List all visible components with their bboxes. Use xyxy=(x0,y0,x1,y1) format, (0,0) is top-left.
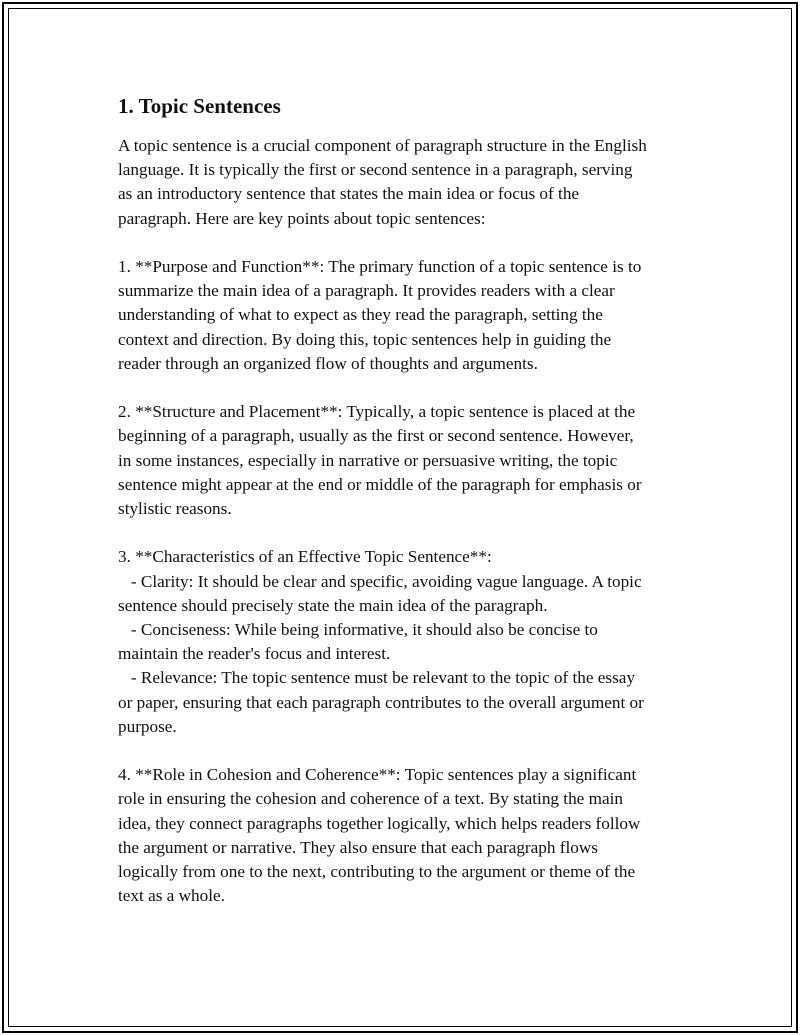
text-line: sentence should precisely state the main idea of the paragraph. xyxy=(118,595,548,615)
text-line: paragraph. Here are key points about topic sentences: xyxy=(118,208,486,228)
text-line: 1. **Purpose and Function**: The primary function of a topic sentence is to xyxy=(118,257,642,276)
text-line: or paper, ensuring that each paragraph contributes to the overall argument or xyxy=(118,692,644,712)
text-line: idea, they connect paragraphs together logically, which helps readers follow xyxy=(118,813,641,833)
text-line: text as a whole. xyxy=(118,886,225,906)
paragraph xyxy=(118,400,688,521)
text-line: beginning of a paragraph, usually as the first or second sentence. However, xyxy=(118,426,634,446)
text-line: - Conciseness: While being informative, it should also be concise to xyxy=(118,620,598,640)
text-line: sentence might appear at the end or middle of the paragraph for emphasis or xyxy=(118,474,642,494)
text-line: 2. **Structure and Placement**: Typically, a topic sentence is placed at the xyxy=(118,402,636,422)
text-line: 3. **Characteristics of an Effective Topic Sentence**: xyxy=(118,547,492,567)
paragraph xyxy=(118,255,688,376)
text-line: purpose. xyxy=(118,716,177,736)
text-line: in some instances, especially in narrative or persuasive writing, the topic xyxy=(118,450,618,470)
document-page xyxy=(118,92,688,933)
text-line: summarize the main idea of a paragraph. It provides readers with a clear xyxy=(118,281,615,301)
text-line: as an introductory sentence that states the main idea or focus of the xyxy=(118,184,580,204)
text-line: 4. **Role in Cohesion and Coherence**: Topic sentences play a significant xyxy=(118,765,637,785)
text-line: role in ensuring the cohesion and coherence of a text. By stating the main xyxy=(118,789,623,809)
paragraph xyxy=(118,134,688,231)
section-heading: 1. Topic Sentences xyxy=(118,94,281,118)
paragraph xyxy=(118,763,688,908)
text-line: understanding of what to expect as they read the paragraph, setting the xyxy=(118,305,603,325)
text-line: A topic sentence is a crucial component of paragraph structure in the English xyxy=(118,136,647,155)
text-line: logically from one to the next, contributing to the argument or theme of the xyxy=(118,862,636,882)
document-body xyxy=(118,134,688,908)
text-line: reader through an organized flow of thoughts and arguments. xyxy=(118,353,538,373)
text-line: stylistic reasons. xyxy=(118,499,232,519)
text-line: context and direction. By doing this, topic sentences help in guiding the xyxy=(118,329,612,349)
text-line: - Clarity: It should be clear and specific, avoiding vague language. A topic xyxy=(118,571,642,591)
text-line: maintain the reader's focus and interest. xyxy=(118,644,391,664)
text-line: - Relevance: The topic sentence must be relevant to the topic of the essay xyxy=(118,668,636,688)
text-line: the argument or narrative. They also ensure that each paragraph flows xyxy=(118,837,598,857)
text-line: language. It is typically the first or second sentence in a paragraph, serving xyxy=(118,160,633,180)
paragraph xyxy=(118,545,688,739)
